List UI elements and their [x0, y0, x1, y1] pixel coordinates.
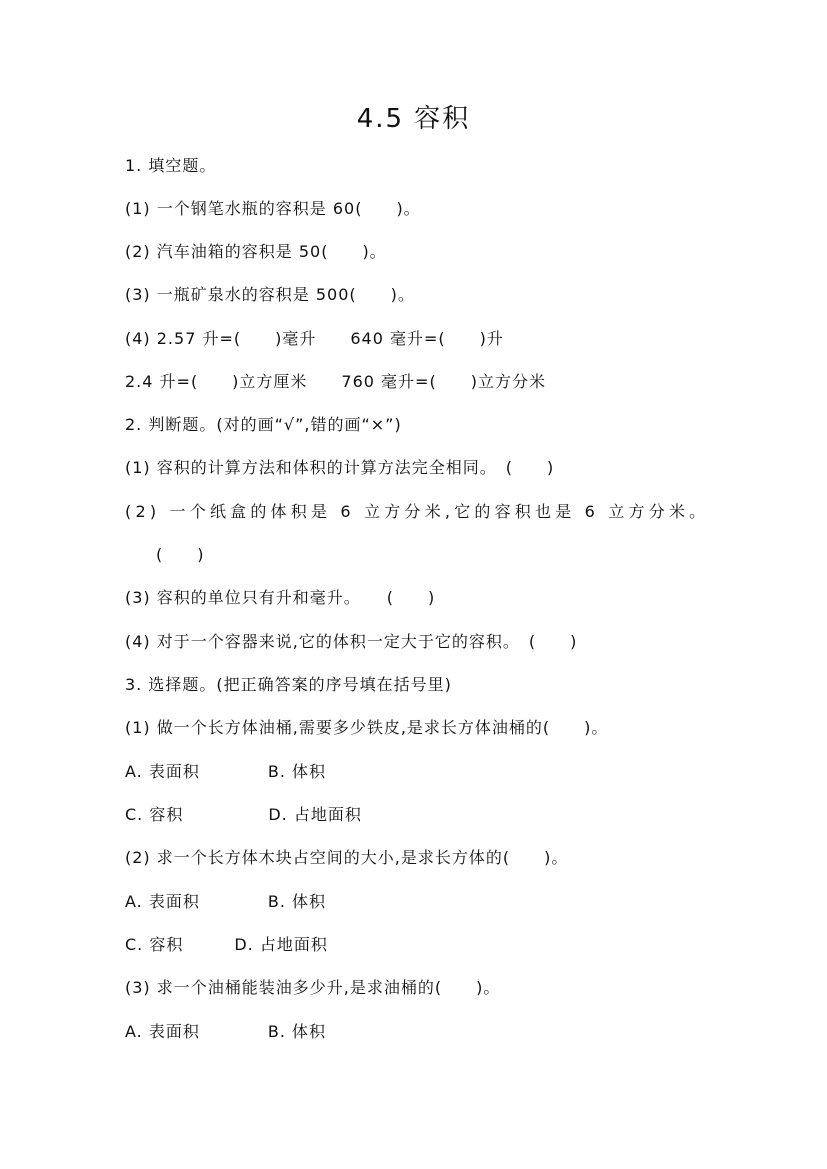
- question-3-1-options-ab: A. 表面积 B. 体积: [125, 762, 326, 781]
- question-1-3: (3) 一瓶矿泉水的容积是 500( )。: [125, 285, 415, 304]
- question-1-1: (1) 一个钢笔水瓶的容积是 60( )。: [125, 199, 421, 218]
- question-2-3: (3) 容积的单位只有升和毫升。 ( ): [125, 588, 436, 607]
- question-1-4a: (4) 2.57 升=( )毫升 640 毫升=( )升: [125, 329, 504, 348]
- section-3-heading: 3. 选择题。(把正确答案的序号填在括号里): [125, 675, 452, 694]
- question-3-2-options-cd: C. 容积 D. 占地面积: [125, 935, 328, 954]
- section-1-heading: 1. 填空题。: [125, 156, 217, 175]
- question-3-3-options-ab: A. 表面积 B. 体积: [125, 1022, 326, 1041]
- question-2-4: (4) 对于一个容器来说,它的体积一定大于它的容积。 ( ): [125, 632, 578, 651]
- question-3-1-options-cd: C. 容积 D. 占地面积: [125, 805, 362, 824]
- question-3-2-options-ab: A. 表面积 B. 体积: [125, 892, 326, 911]
- question-3-2: (2) 求一个长方体木块占空间的大小,是求长方体的( )。: [125, 848, 569, 867]
- question-3-1: (1) 做一个长方体油桶,需要多少铁皮,是求长方体油桶的( )。: [125, 718, 609, 737]
- question-2-1: (1) 容积的计算方法和体积的计算方法完全相同。 ( ): [125, 458, 555, 477]
- page-title: 4.5 容积: [356, 104, 471, 134]
- question-3-3: (3) 求一个油桶能装油多少升,是求油桶的( )。: [125, 978, 501, 997]
- question-2-2: (2) 一个纸盒的体积是 6 立方分米,它的容积也是 6 立方分米。: [125, 502, 710, 521]
- question-1-2: (2) 汽车油箱的容积是 50( )。: [125, 242, 387, 261]
- section-2-heading: 2. 判断题。(对的画“√”,错的画“×”): [125, 415, 402, 434]
- question-2-2-blank: ( ): [156, 545, 205, 564]
- question-1-4b: 2.4 升=( )立方厘米 760 毫升=( )立方分米: [125, 372, 546, 391]
